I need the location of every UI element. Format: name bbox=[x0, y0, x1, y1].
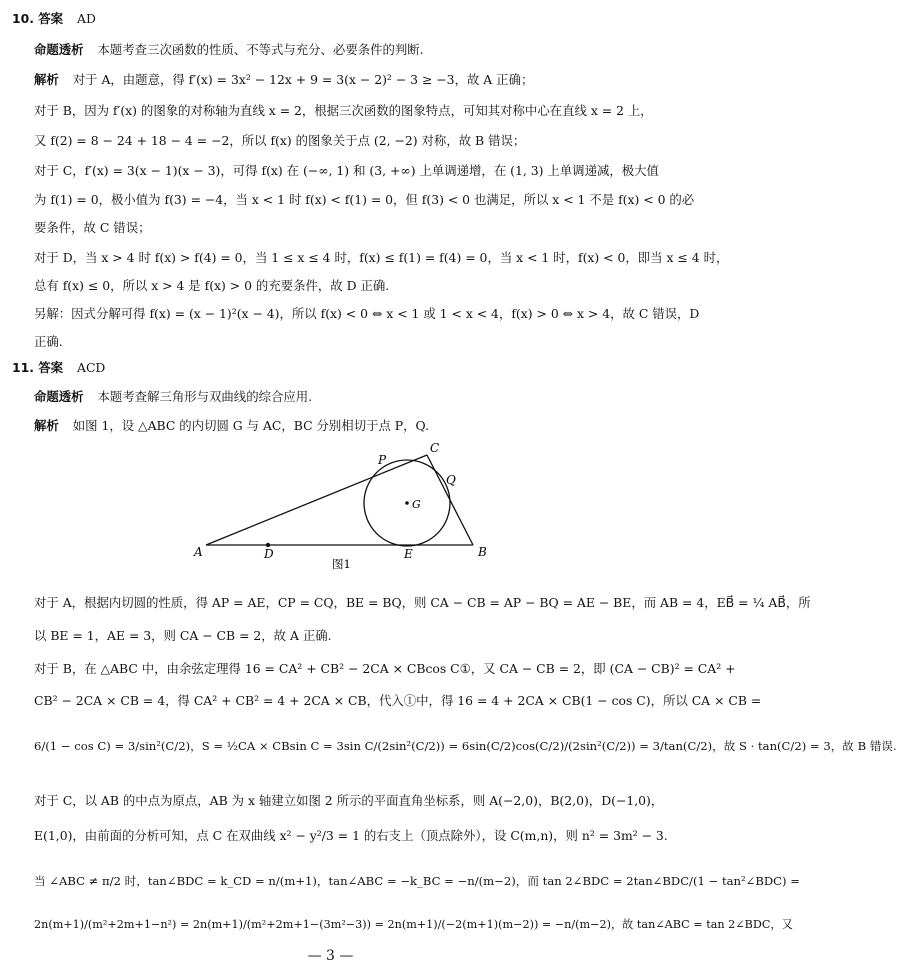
q11-line-1: 以 BE = 1，AE = 3，则 CA − CB = 2，故 A 正确. bbox=[34, 628, 332, 643]
q11-answer: ACD bbox=[77, 360, 106, 375]
q11-line-0: 对于 A，根据内切圆的性质，得 AP = AE，CP = CQ，BE = BQ，则 CA − CB = AP − BQ = AE − BE，而 AB = 4，EB⃗ = ¼ AB⃗，所 bbox=[34, 595, 811, 610]
q10-line-9: 正确. bbox=[34, 334, 63, 349]
q11-line-7: 当 ∠ABC ≠ π/2 时，tan∠BDC = k_CD = n/(m+1)，tan∠ABC = −k_BC = −n/(m−2)，而 tan 2∠BDC = 2tan∠BDC/(1 − tan²∠BDC) = bbox=[34, 874, 800, 888]
q11-intro-line bbox=[34, 419, 643, 434]
q10-line-8: 另解：因式分解可得 f(x) = (x − 1)²(x − 4)，所以 f(x) < 0 ⇔ x < 1 或 1 < x < 4，f(x) > 0 ⇔ x > 4，故 C 错误，D bbox=[34, 306, 700, 321]
q11-answer-line bbox=[12, 361, 643, 376]
q10-line-4: 为 f(1) = 0，极小值为 f(3) = −4，当 x < 1 时 f(x) < f(1) = 0，但 f(3) < 0 也满足，所以 x < 1 不是 f(x) < 0 的必 bbox=[34, 192, 695, 207]
q10-answer-label: 10. 答案 bbox=[12, 11, 64, 26]
figure-caption: 图1 bbox=[332, 557, 351, 571]
q11-solution-label: 解析 bbox=[34, 418, 59, 433]
q11-analysis: 本题考查解三角形与双曲线的综合应用. bbox=[97, 389, 313, 404]
q11-analysis-label: 命题透析 bbox=[34, 389, 84, 404]
label-d: D bbox=[264, 547, 274, 561]
q10-answer-line bbox=[12, 12, 643, 27]
label-c: C bbox=[430, 441, 440, 455]
label-g: G bbox=[412, 498, 421, 511]
q11-answer-label: 11. 答案 bbox=[12, 360, 64, 375]
q11-line-6: E(1,0)，由前面的分析可知，点 C 在双曲线 x² − y²/3 = 1 的右支上（顶点除外），设 C(m,n)，则 n² = 3m² − 3. bbox=[34, 828, 668, 843]
q11-line-3: CB² − 2CA × CB = 4，得 CA² + CB² = 4 + 2CA × CB，代入①中，得 16 = 4 + 2CA × CB(1 − cos C)，所以 CA × CB = bbox=[34, 693, 762, 708]
q11-intro: 如图 1，设 △ABC 的内切圆 G 与 AC，BC 分别相切于点 P，Q. bbox=[72, 418, 430, 433]
q10-line-0: 对于 A，由题意，得 f′(x) = 3x² − 12x + 9 = 3(x − 2)² − 3 ≥ −3，故 A 正确； bbox=[72, 72, 534, 87]
q10-analysis: 本题考查三次函数的性质、不等式与充分、必要条件的判断. bbox=[97, 42, 424, 57]
q10-line-5: 要条件，故 C 错误； bbox=[34, 220, 151, 235]
q11-line-8: 2n(m+1)/(m²+2m+1−n²) = 2n(m+1)/(m²+2m+1−(3m²−3)) = 2n(m+1)/(−2(m+1)(m−2)) = −n/(m−2)，故 tan∠ABC = tan 2∠BDC，又 bbox=[34, 918, 793, 931]
q10-line-3: 对于 C，f′(x) = 3(x − 1)(x − 3)，可得 f(x) 在 (−∞, 1) 和 (3, +∞) 上单调递增，在 (1, 3) 上单调递减，极大值 bbox=[34, 163, 659, 178]
q10-analysis-line bbox=[34, 43, 643, 58]
q10-line-1: 对于 B，因为 f′(x) 的图象的对称轴为直线 x = 2，根据三次函数的图象特点，可知其对称中心在直线 x = 2 上， bbox=[34, 103, 653, 118]
q10-answer: AD bbox=[77, 11, 96, 26]
q11-line-2: 对于 B，在 △ABC 中，由余弦定理得 16 = CA² + CB² − 2CA × CBcos C①，又 CA − CB = 2，即 (CA − CB)² = CA² + bbox=[34, 661, 736, 676]
label-p: P bbox=[378, 453, 387, 467]
q10-line-7: 总有 f(x) ≤ 0，所以 x > 4 是 f(x) > 0 的充要条件，故 D 正确. bbox=[34, 278, 390, 293]
q11-analysis-line bbox=[34, 390, 643, 405]
center-g-dot bbox=[405, 501, 409, 505]
q10-analysis-label: 命题透析 bbox=[34, 42, 84, 57]
q11-line-4: 6/(1 − cos C) = 3/sin²(C/2)，S = ½CA × CBsin C = 3sin C/(2sin²(C/2)) = 6sin(C/2)cos(C/2)/(2sin²(C/2)) = 3/tan(C/2)，故 S · tan(C/2) = 3，故 B 错误. bbox=[34, 739, 897, 753]
segment-ac bbox=[206, 455, 427, 545]
q10-solution-label: 解析 bbox=[34, 72, 59, 87]
label-q: Q bbox=[446, 473, 456, 487]
q10-solution-line-0 bbox=[34, 73, 643, 88]
label-a: A bbox=[194, 545, 203, 559]
q11-line-5: 对于 C，以 AB 的中点为原点，AB 为 x 轴建立如图 2 所示的平面直角坐标系，则 A(−2,0)，B(2,0)，D(−1,0)， bbox=[34, 793, 664, 808]
triangle-incircle-figure bbox=[190, 438, 510, 580]
q10-line-6: 对于 D，当 x > 4 时 f(x) > f(4) = 0，当 1 ≤ x ≤ 4 时，f(x) ≤ f(1) = f(4) = 0，当 x < 1 时，f(x) < 0，即当 x ≤ 4 时， bbox=[34, 250, 729, 265]
q10-line-2: 又 f(2) = 8 − 24 + 18 − 4 = −2，所以 f(x) 的图象关于点 (2, −2) 对称，故 B 错误； bbox=[34, 133, 526, 148]
label-e: E bbox=[404, 547, 413, 561]
label-b: B bbox=[478, 545, 487, 559]
page-number: — 3 — bbox=[307, 948, 354, 964]
